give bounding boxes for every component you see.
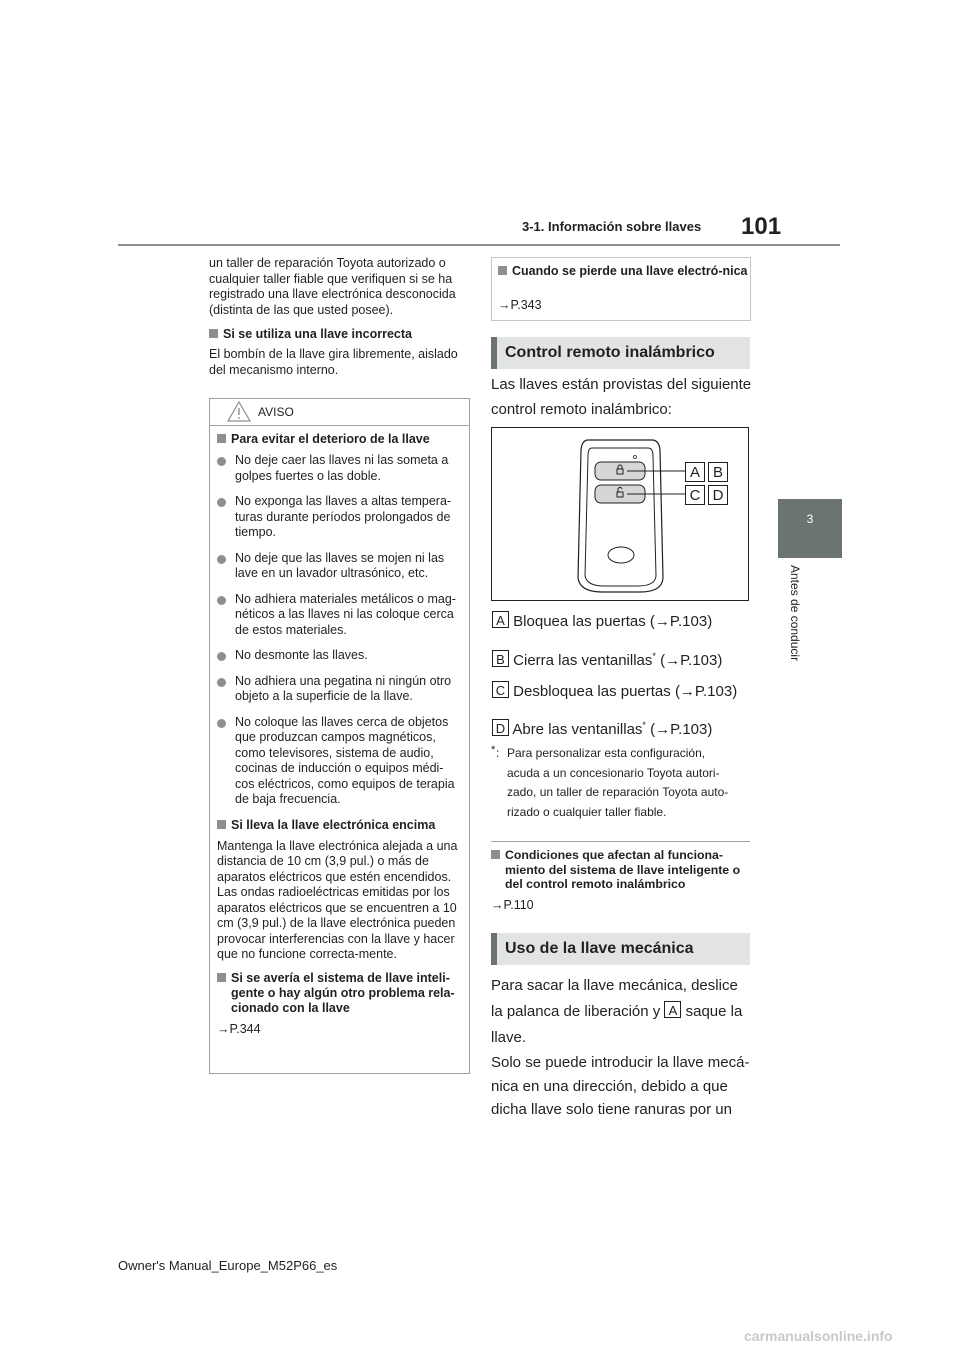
warning-title: AVISO bbox=[258, 405, 294, 419]
square-bullet-icon bbox=[217, 820, 226, 829]
square-bullet-icon bbox=[498, 266, 507, 275]
section-title: 3-1. Información sobre llaves bbox=[522, 219, 702, 234]
label-d: D bbox=[708, 485, 728, 505]
bullet-dot-icon bbox=[217, 596, 226, 605]
warning-item: No coloque las llaves cerca de objetos que produzcan campos magnéticos, como televisores, sistema de audio, cocinas de inducción o equipos médi-cos eléctricos, como equipos de terapia de baja frecuencia. bbox=[217, 715, 461, 808]
page-reference: →P.110 bbox=[491, 898, 534, 912]
square-bullet-icon bbox=[209, 329, 218, 338]
intro-paragraph: un taller de reparación Toyota autorizado o cualquier taller fiable que verifiquen si se ha registrado una llave electrónica desconocida (distinta de las que usted posee). bbox=[209, 256, 456, 317]
page-number: 101 bbox=[741, 213, 782, 240]
legend-item-d: D Abre las ventanillas* (→P.103) bbox=[492, 713, 752, 742]
warning-item: No exponga las llaves a altas tempera-turas durante períodos prolongados de tiempo. bbox=[217, 494, 461, 541]
warning-item: No deje que las llaves se mojen ni las lave en un lavador ultrasónico, etc. bbox=[217, 551, 461, 582]
bullet-dot-icon bbox=[217, 678, 226, 687]
bullet-dot-icon bbox=[217, 498, 226, 507]
square-bullet-icon bbox=[217, 434, 226, 443]
warning-subheading: Para evitar el deterioro de la llave bbox=[217, 432, 461, 447]
warning-item: No desmonte las llaves. bbox=[217, 648, 461, 664]
label-a: A bbox=[685, 462, 705, 482]
bullet-dot-icon bbox=[217, 719, 226, 728]
section-heading: Control remoto inalámbrico bbox=[491, 337, 750, 369]
lost-key-box bbox=[491, 257, 751, 321]
page-reference: →P.344 bbox=[217, 1021, 261, 1036]
warning-subheading: Si lleva la llave electrónica encima bbox=[217, 818, 461, 833]
wrong-key-heading: Si se utiliza una llave incorrecta bbox=[209, 327, 469, 343]
label-c: C bbox=[685, 485, 705, 505]
key-fob-illustration bbox=[491, 427, 749, 601]
legend-item-b: B Cierra las ventanillas* (→P.103) bbox=[492, 644, 752, 673]
square-bullet-icon bbox=[491, 850, 500, 859]
bullet-dot-icon bbox=[217, 555, 226, 564]
footnote: * : Para personalizar esta configuración, acuda a un concesionario Toyota autori-zado, un taller de reparación Toyota auto-rizado o cualquier taller fiable. bbox=[491, 744, 729, 819]
warning-triangle-icon bbox=[227, 401, 251, 422]
label-b: B bbox=[708, 462, 728, 482]
square-bullet-icon bbox=[217, 973, 226, 982]
mechanical-paragraph-2: Solo se puede introducir la llave mecá-nica en una dirección, debido a que dicha llave solo tiene ranuras por un bbox=[491, 1054, 750, 1118]
key-fob-drawing bbox=[492, 428, 748, 600]
conditions-heading: Condiciones que afectan al funciona-miento del sistema de llave inteligente o del control remoto inalámbrico bbox=[491, 848, 751, 892]
bullet-dot-icon bbox=[217, 457, 226, 466]
page-reference: →P.343 bbox=[498, 298, 542, 312]
remote-intro: Las llaves están provistas del siguiente control remoto inalámbrico: bbox=[491, 376, 752, 418]
warning-item: No adhiera una pegatina ni ningún otro objeto a la superficie de la llave. bbox=[217, 674, 461, 705]
mechanical-paragraph-1: Para sacar la llave mecánica, deslice la palanca de liberación y A saque la llave. bbox=[491, 977, 743, 1046]
lost-key-heading: Cuando se pierde una llave electró-nica bbox=[498, 264, 752, 280]
warning-box bbox=[209, 398, 470, 1074]
watermark: carmanualsonline.info bbox=[744, 1328, 893, 1344]
warning-header bbox=[210, 399, 469, 426]
warning-item: No deje caer las llaves ni las someta a golpes fuertes o las doble. bbox=[217, 453, 461, 484]
warning-subheading: Si se avería el sistema de llave inteli-gente o hay algún otro problema rela-cionado con la llave bbox=[217, 971, 461, 1016]
wrong-key-text: El bombín de la llave gira libremente, aislado del mecanismo interno. bbox=[209, 347, 458, 377]
section-heading: Uso de la llave mecánica bbox=[491, 933, 750, 965]
chapter-tab: 3 bbox=[778, 499, 842, 558]
warning-item: No adhiera materiales metálicos o mag-néticos a las llaves ni las coloque cerca de estos materiales. bbox=[217, 592, 461, 639]
bullet-dot-icon bbox=[217, 652, 226, 661]
header-divider bbox=[118, 244, 840, 246]
chapter-label: Antes de conducir bbox=[788, 565, 802, 662]
legend-item-a: A Bloquea las puertas (→P.103) bbox=[492, 609, 752, 634]
divider bbox=[491, 841, 750, 842]
footer: Owner's Manual_Europe_M52P66_es bbox=[118, 1258, 338, 1273]
legend-item-c: C Desbloquea las puertas (→P.103) bbox=[492, 679, 752, 704]
warning-paragraph: Mantenga la llave electrónica alejada a una distancia de 10 cm (3,9 pul.) o más de aparatos eléctricos que estén encendidos. Las ondas radioeléctricas emitidas por los aparatos eléctricos que se encuentren a 10 cm (3,9 pul.) de la llave electrónica pueden provocar interferencias con la llave y hacer que no funcione correcta-mente. bbox=[217, 838, 458, 961]
